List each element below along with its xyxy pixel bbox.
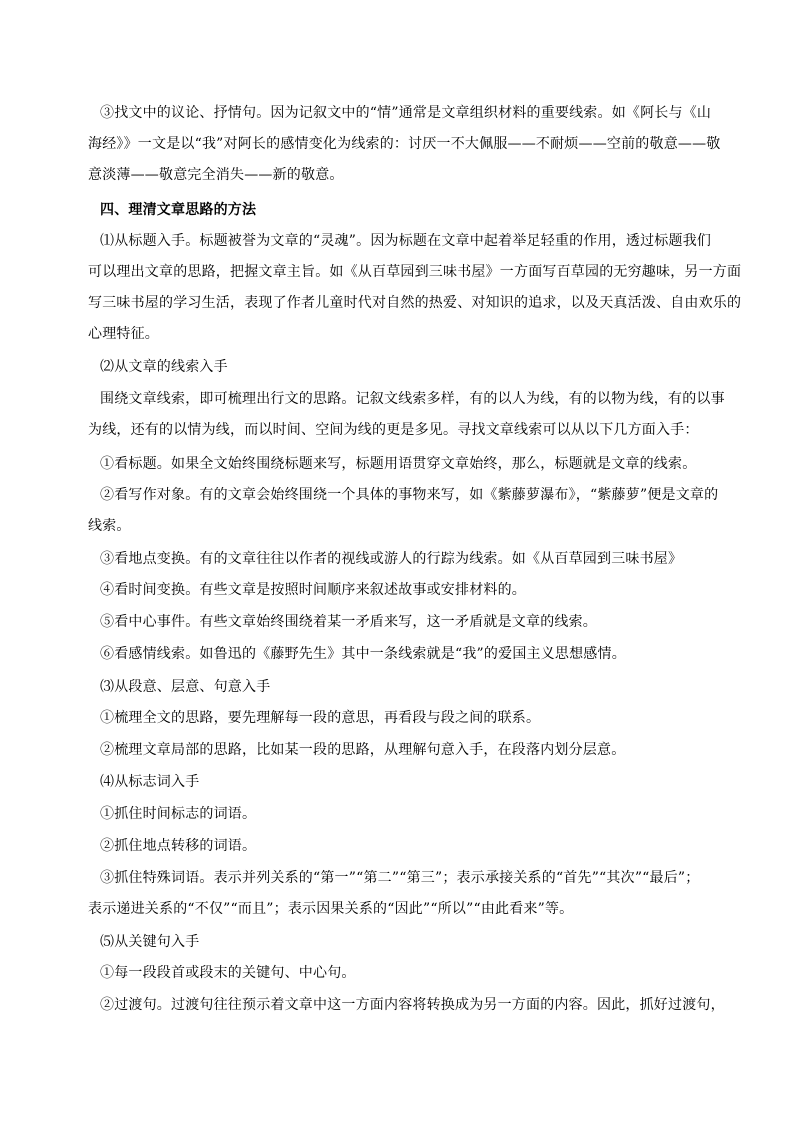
list-item-place-clue: ③看地点变换。有的文章往往以作者的视线或游人的行踪为线索。如《从百草园到三味书屋》 <box>100 551 683 567</box>
paragraph-clue-method-3-line-2: 海经》》一文是以“我”对阿长的感情变化为线索的：讨厌一不大佩服——不耐烦——空前的敬意——敬 <box>88 136 721 152</box>
list-item-key-sentence: ①每一段段首或段末的关键句、中心句。 <box>100 965 356 981</box>
list-item-special-words-line-2: 表示递进关系的“不仅”“而且”；表示因果关系的“因此”“所以”“由此看来”等。 <box>88 901 574 917</box>
subheading-clue-method: ⑵从文章的线索入手 <box>100 359 228 375</box>
paragraph-title-method-line-4: 心理特征。 <box>88 326 159 342</box>
list-item-whole-text: ①梳理全文的思路，要先理解每一段的意思，再看段与段之间的联系。 <box>100 710 541 726</box>
list-item-event-clue: ⑤看中心事件。有些文章始终围绕着某一矛盾来写，这一矛盾就是文章的线索。 <box>100 614 597 630</box>
list-item-emotion-clue: ⑥看感情线索。如鲁迅的《藤野先生》其中一条线索就是“我”的爱国主义思想感情。 <box>100 646 626 662</box>
list-item-object-clue-line-1: ②看写作对象。有的文章会始终围绕一个具体的事物来写，如《紫藤萝瀑布》，“紫藤萝”便是文章的 <box>100 487 719 503</box>
list-item-transition-sentence: ②过渡句。过渡句往往预示着文章中这一方面内容将转换成为另一方面的内容。因此，抓好过渡句， <box>100 997 725 1013</box>
list-item-title-clue: ①看标题。如果全文始终围绕标题来写，标题用语贯穿文章始终，那么，标题就是文章的线索。 <box>100 456 697 472</box>
list-item-time-clue: ④看时间变换。有些文章是按照时间顺序来叙述故事或安排材料的。 <box>100 582 526 598</box>
subheading-key-sentences: ⑸从关键句入手 <box>100 934 200 950</box>
paragraph-title-method-line-1: ⑴从标题入手。标题被誉为文章的“灵魂”。因为标题在文章中起着举足轻重的作用，透过标题我们 <box>100 233 712 249</box>
list-item-place-markers: ②抓住地点转移的词语。 <box>100 838 257 854</box>
paragraph-clue-method-3-line-3: 意淡薄——敬意完全消失——新的敬意。 <box>88 167 344 183</box>
list-item-object-clue-line-2: 线索。 <box>88 518 131 534</box>
paragraph-title-method-line-3: 写三味书屋的学习生活，表现了作者儿童时代对自然的热爱、对知识的追求，以及天真活泼、自由欢乐的 <box>88 295 742 311</box>
list-item-time-markers: ①抓住时间标志的词语。 <box>100 806 257 822</box>
paragraph-clue-method-3-line-1: ③找文中的议论、抒情句。因为记叙文中的“情”通常是文章组织材料的重要线索。如《阿长与《山 <box>100 105 712 121</box>
paragraph-title-method-line-2: 可以理出文章的思路，把握文章主旨。如《从百草园到三味书屋》一方面写百草园的无穷趣味，另一方面 <box>88 264 742 280</box>
section-heading-4: 四、理清文章思路的方法 <box>100 202 257 218</box>
list-item-special-words-line-1: ③抓住特殊词语。表示并列关系的“第一”“第二”“第三”；表示承接关系的“首先”“其次”“最后”； <box>100 870 700 886</box>
list-item-local-text: ②梳理文章局部的思路，比如某一段的思路，从理解句意入手，在段落内划分层意。 <box>100 742 626 758</box>
subheading-marker-words: ⑷从标志词入手 <box>100 774 200 790</box>
paragraph-clue-intro-line-1: 围绕文章线索，即可梳理出行文的思路。记叙文线索多样，有的以人为线，有的以物为线，有的以事 <box>100 391 725 407</box>
subheading-meaning-method: ⑶从段意、层意、句意入手 <box>100 679 271 695</box>
paragraph-clue-intro-line-2: 为线，还有的以情为线，而以时间、空间为线的更是多见。寻找文章线索可以从以下几方面入手： <box>88 422 699 438</box>
